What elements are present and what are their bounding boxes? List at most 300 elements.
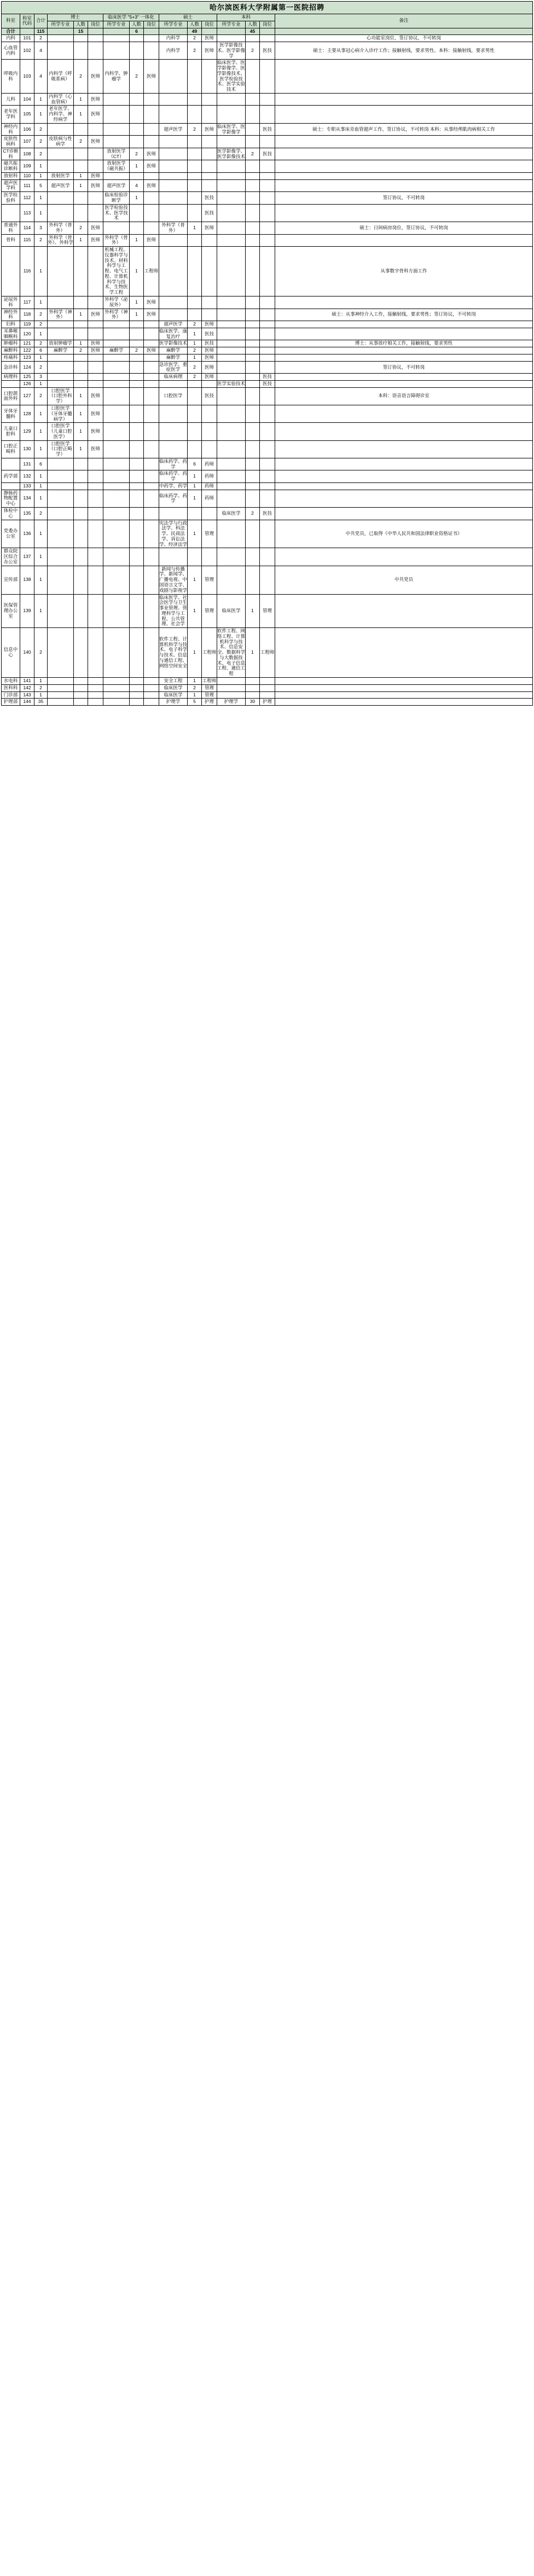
bs-post	[260, 106, 275, 123]
int-post	[144, 204, 159, 222]
bs-major: 护理学	[217, 699, 246, 706]
table-row[interactable]	[2, 340, 533, 347]
ms-num: 2	[188, 361, 202, 374]
bs-num	[246, 192, 260, 205]
ms-major: 医学影像技术	[159, 340, 188, 347]
ms-num: 5	[188, 699, 202, 706]
phd-major	[48, 35, 74, 42]
ms-post: 工程师	[202, 677, 217, 684]
bs-major	[217, 340, 246, 347]
int-major: 外科学（骨外）	[103, 234, 130, 247]
table-row[interactable]	[2, 309, 533, 321]
bs-post	[260, 691, 275, 699]
dept-total: 2	[34, 684, 48, 691]
bs-num	[246, 387, 260, 405]
ms-num: 1	[188, 470, 202, 483]
ms-num: 2	[188, 321, 202, 328]
col-note: 备注	[275, 14, 533, 28]
table-row[interactable]	[2, 508, 533, 520]
phd-num	[74, 354, 88, 361]
int-major: 放射医学（磁共振）	[103, 160, 130, 173]
table-row[interactable]	[2, 160, 533, 173]
dept-total: 1	[34, 296, 48, 309]
ms-post: 药师	[202, 470, 217, 483]
phd-post	[88, 204, 103, 222]
bs-post	[260, 677, 275, 684]
dept-name: 老年医学科	[2, 106, 20, 123]
dept-total: 6	[34, 347, 48, 354]
dept-name: 普通外科	[2, 222, 20, 235]
phd-major	[48, 566, 74, 594]
phd-post	[88, 354, 103, 361]
int-major	[103, 106, 130, 123]
note: 硕士：专职从事床旁血管超声工作，签订协议，不可转岗 本科：从事经颅肌肉病相关工作	[275, 123, 533, 136]
phd-major	[48, 490, 74, 507]
note	[275, 354, 533, 361]
int-num: 2	[130, 60, 144, 94]
phd-num	[74, 361, 88, 374]
ms-major	[159, 160, 188, 173]
table-row[interactable]	[2, 347, 533, 354]
bs-major	[217, 222, 246, 235]
dept-name: 神经外科	[2, 309, 20, 321]
table-row[interactable]	[2, 192, 533, 205]
int-post	[144, 508, 159, 520]
table-row[interactable]	[2, 222, 533, 235]
int-major	[103, 458, 130, 470]
bs-post: 工程师	[260, 628, 275, 678]
dept-name: CT诊断科	[2, 148, 20, 160]
phd-post	[88, 628, 103, 678]
ms-num	[188, 148, 202, 160]
phd-major	[48, 508, 74, 520]
table-row[interactable]	[2, 520, 533, 548]
dept-total: 5	[34, 179, 48, 192]
ms-post	[202, 28, 217, 35]
bs-num	[246, 548, 260, 566]
ms-major	[159, 106, 188, 123]
table-row[interactable]	[2, 179, 533, 192]
phd-major	[48, 380, 74, 387]
phd-num: 1	[74, 387, 88, 405]
int-post: 医师	[144, 148, 159, 160]
ms-post: 医师	[202, 354, 217, 361]
ms-major	[159, 380, 188, 387]
ms-post: 医技	[202, 340, 217, 347]
table-row[interactable]	[2, 148, 533, 160]
int-post: 医师	[144, 347, 159, 354]
bs-major	[217, 347, 246, 354]
int-major	[103, 440, 130, 458]
table-row[interactable]	[2, 328, 533, 340]
ms-post: 医技	[202, 204, 217, 222]
table-row[interactable]	[2, 374, 533, 381]
ms-major	[159, 93, 188, 106]
dept-code: 125	[20, 374, 34, 381]
ms-post	[202, 247, 217, 296]
dept-total: 1	[34, 160, 48, 173]
note	[275, 691, 533, 699]
table-row[interactable]	[2, 458, 533, 470]
int-major	[103, 42, 130, 60]
int-post: 医师	[144, 296, 159, 309]
ms-num	[188, 192, 202, 205]
ms-post: 药师	[202, 490, 217, 507]
bs-post	[260, 470, 275, 483]
table-row[interactable]	[2, 172, 533, 179]
table-row[interactable]	[2, 136, 533, 148]
ms-num: 1	[188, 340, 202, 347]
dept-code: 103	[20, 60, 34, 94]
int-num	[130, 458, 144, 470]
int-post	[144, 35, 159, 42]
note	[275, 328, 533, 340]
dept-code: 141	[20, 677, 34, 684]
int-major: 医学检验技术、医学技术	[103, 204, 130, 222]
bs-major	[217, 458, 246, 470]
bs-post: 护理	[260, 699, 275, 706]
table-row[interactable]	[2, 440, 533, 458]
phd-num	[74, 482, 88, 490]
phd-post: 医师	[88, 136, 103, 148]
ms-major: 麻醉学	[159, 354, 188, 361]
ms-num: 1	[188, 354, 202, 361]
page-root	[0, 1, 534, 706]
ms-num: 2	[188, 35, 202, 42]
int-post	[144, 321, 159, 328]
bs-major: 临床医学、医学影像学	[217, 123, 246, 136]
phd-post	[88, 520, 103, 548]
table-row[interactable]	[2, 361, 533, 374]
dept-name	[2, 247, 20, 296]
dept-code: 135	[20, 508, 34, 520]
phd-post	[88, 470, 103, 483]
int-post: 医师	[144, 309, 159, 321]
ms-post	[202, 423, 217, 440]
bs-major	[217, 354, 246, 361]
table-row[interactable]	[2, 405, 533, 423]
phd-major: 口腔医学（口腔外科学）	[48, 387, 74, 405]
ms-major	[159, 136, 188, 148]
int-major	[103, 328, 130, 340]
bs-num: 2	[246, 148, 260, 160]
ms-post: 医师	[202, 361, 217, 374]
dept-name: 骨科	[2, 234, 20, 247]
int-num	[130, 204, 144, 222]
bs-post	[260, 482, 275, 490]
note: 中共党员	[275, 566, 533, 594]
col-dept: 科室	[2, 14, 20, 28]
total-row	[2, 28, 533, 35]
group-master: 硕士	[159, 14, 217, 21]
phd-major: 外科学（普外）	[48, 222, 74, 235]
subcol-3: 所学专业	[103, 21, 130, 28]
dept-code: 140	[20, 628, 34, 678]
int-post	[144, 594, 159, 628]
ms-post: 医师	[202, 42, 217, 60]
table-row[interactable]	[2, 699, 533, 706]
table-row[interactable]	[2, 684, 533, 691]
int-num	[130, 222, 144, 235]
dept-name: 医学检验科	[2, 192, 20, 205]
table-row[interactable]	[2, 321, 533, 328]
phd-num: 1	[74, 172, 88, 179]
phd-post	[88, 192, 103, 205]
phd-major	[48, 482, 74, 490]
bs-post	[260, 160, 275, 173]
phd-major: 口腔医学（儿童口腔医学）	[48, 423, 74, 440]
int-post	[144, 423, 159, 440]
dept-total: 2	[34, 123, 48, 136]
phd-post: 医师	[88, 106, 103, 123]
int-post	[144, 684, 159, 691]
dept-total: 1	[34, 106, 48, 123]
phd-major	[48, 247, 74, 296]
table-row[interactable]	[2, 296, 533, 309]
phd-major: 放射医学	[48, 172, 74, 179]
table-row[interactable]	[2, 387, 533, 405]
table-row[interactable]	[2, 60, 533, 94]
dept-code: 118	[20, 309, 34, 321]
phd-post: 医师	[88, 423, 103, 440]
note	[275, 106, 533, 123]
ms-num	[188, 93, 202, 106]
dept-code: 112	[20, 192, 34, 205]
int-num: 1	[130, 247, 144, 296]
dept-name: 宣传部	[2, 566, 20, 594]
dept-code: 131	[20, 458, 34, 470]
ms-major: 中药学、药学	[159, 482, 188, 490]
ms-major: 临床病理	[159, 374, 188, 381]
bs-post	[260, 684, 275, 691]
phd-num	[74, 160, 88, 173]
bs-major: 临床医学	[217, 508, 246, 520]
table-row[interactable]	[2, 548, 533, 566]
dept-total: 1	[34, 490, 48, 507]
ms-major: 超声医学	[159, 123, 188, 136]
ms-post	[202, 405, 217, 423]
ms-major	[159, 440, 188, 458]
ms-num: 1	[188, 490, 202, 507]
table-row[interactable]	[2, 123, 533, 136]
phd-num	[74, 684, 88, 691]
bs-num	[246, 234, 260, 247]
table-row[interactable]	[2, 470, 533, 483]
int-num	[130, 594, 144, 628]
dept-code: 134	[20, 490, 34, 507]
ms-major	[159, 405, 188, 423]
table-row[interactable]	[2, 93, 533, 106]
phd-post	[88, 684, 103, 691]
note: 本科：语音语言障碍诊室	[275, 387, 533, 405]
phd-major	[48, 677, 74, 684]
dept-total: 2	[34, 321, 48, 328]
table-row[interactable]	[2, 677, 533, 684]
dept-total: 1	[34, 172, 48, 179]
bs-post: 医技	[260, 508, 275, 520]
ms-major	[159, 192, 188, 205]
ms-major: 内科学	[159, 35, 188, 42]
phd-post	[88, 691, 103, 699]
phd-post: 医师	[88, 93, 103, 106]
ms-post	[202, 106, 217, 123]
phd-post	[88, 380, 103, 387]
table-row[interactable]	[2, 628, 533, 678]
int-num	[130, 106, 144, 123]
col-dept-code: 科室代码	[20, 14, 34, 28]
dept-code: 136	[20, 520, 34, 548]
ms-major	[159, 179, 188, 192]
bs-major	[217, 296, 246, 309]
dept-total: 1	[34, 548, 48, 566]
ms-num	[188, 204, 202, 222]
subcol-11: 岗位	[260, 21, 275, 28]
ms-post: 药师	[202, 458, 217, 470]
table-row[interactable]	[2, 423, 533, 440]
table-row[interactable]	[2, 380, 533, 387]
bs-major	[217, 136, 246, 148]
table-row[interactable]	[2, 566, 533, 594]
int-post: 工程师	[144, 247, 159, 296]
dept-name	[2, 482, 20, 490]
table-row[interactable]	[2, 35, 533, 42]
table-row[interactable]	[2, 106, 533, 123]
ms-num: 2	[188, 684, 202, 691]
phd-major	[48, 204, 74, 222]
bs-num	[246, 93, 260, 106]
bs-num	[246, 321, 260, 328]
subcol-1: 人数	[74, 21, 88, 28]
int-num	[130, 42, 144, 60]
phd-num	[74, 247, 88, 296]
dept-code: 130	[20, 440, 34, 458]
phd-num: 1	[74, 405, 88, 423]
group-integrated: 临床医学 "5+3" 一体化	[103, 14, 159, 21]
bs-num	[246, 340, 260, 347]
ms-post: 医师	[202, 374, 217, 381]
phd-major	[48, 328, 74, 340]
bs-post	[260, 347, 275, 354]
int-num	[130, 699, 144, 706]
dept-code: 109	[20, 160, 34, 173]
dept-total: 1	[34, 247, 48, 296]
phd-post	[88, 28, 103, 35]
note	[275, 548, 533, 566]
int-post	[144, 136, 159, 148]
bs-post	[260, 387, 275, 405]
phd-num	[74, 296, 88, 309]
bs-major	[217, 93, 246, 106]
table-row[interactable]	[2, 691, 533, 699]
ms-major: 临床药学、药学	[159, 490, 188, 507]
note	[275, 160, 533, 173]
phd-post: 医师	[88, 234, 103, 247]
dept-code: 132	[20, 470, 34, 483]
dept-name: 信息中心	[2, 628, 20, 678]
phd-major: 外科学（神外）	[48, 309, 74, 321]
ms-post: 医师	[202, 123, 217, 136]
phd-num	[74, 470, 88, 483]
table-row[interactable]	[2, 234, 533, 247]
table-row[interactable]	[2, 594, 533, 628]
table-row[interactable]	[2, 42, 533, 60]
dept-total: 4	[34, 60, 48, 94]
bs-major	[217, 234, 246, 247]
dept-total: 2	[34, 309, 48, 321]
dept-code: 127	[20, 387, 34, 405]
ms-post: 医师	[202, 347, 217, 354]
table-row[interactable]	[2, 204, 533, 222]
bs-num	[246, 490, 260, 507]
total-count: 115	[34, 28, 48, 35]
int-post	[144, 106, 159, 123]
note	[275, 458, 533, 470]
int-num	[130, 470, 144, 483]
dept-name: 超声医学科	[2, 179, 20, 192]
bs-post	[260, 328, 275, 340]
phd-num: 1	[74, 179, 88, 192]
bs-major	[217, 172, 246, 179]
phd-num: 2	[74, 222, 88, 235]
ms-major: 麻醉学	[159, 347, 188, 354]
dept-code: 110	[20, 172, 34, 179]
phd-post: 医师	[88, 172, 103, 179]
dept-code: 122	[20, 347, 34, 354]
dept-name: 体检中心	[2, 508, 20, 520]
int-num	[130, 361, 144, 374]
dept-name: 儿童口腔科	[2, 423, 20, 440]
bs-num	[246, 136, 260, 148]
int-num	[130, 691, 144, 699]
table-row[interactable]	[2, 482, 533, 490]
ms-num	[188, 309, 202, 321]
dept-code: 111	[20, 179, 34, 192]
ms-num	[188, 60, 202, 94]
int-major: 放射医学（CT）	[103, 148, 130, 160]
table-row[interactable]	[2, 354, 533, 361]
bs-post	[260, 192, 275, 205]
bs-num	[246, 354, 260, 361]
ms-major	[159, 172, 188, 179]
dept-code: 137	[20, 548, 34, 566]
dept-name: 门诊部	[2, 691, 20, 699]
dept-code: 116	[20, 247, 34, 296]
phd-num	[74, 192, 88, 205]
dept-code: 113	[20, 204, 34, 222]
bs-num: 1	[246, 628, 260, 678]
ms-num: 49	[188, 28, 202, 35]
dept-code: 119	[20, 321, 34, 328]
phd-major	[48, 192, 74, 205]
phd-post: 医师	[88, 340, 103, 347]
int-post: 医师	[144, 60, 159, 94]
int-major: 外科学（神外）	[103, 309, 130, 321]
ms-major: 临床医学、康复治疗	[159, 328, 188, 340]
phd-num	[74, 490, 88, 507]
ms-num: 1	[188, 677, 202, 684]
table-row[interactable]	[2, 247, 533, 296]
dept-code: 104	[20, 93, 34, 106]
int-major	[103, 222, 130, 235]
int-num	[130, 482, 144, 490]
phd-num	[74, 628, 88, 678]
int-major	[103, 566, 130, 594]
note	[275, 508, 533, 520]
table-row[interactable]	[2, 490, 533, 507]
bs-post	[260, 340, 275, 347]
phd-post	[88, 508, 103, 520]
int-num	[130, 35, 144, 42]
